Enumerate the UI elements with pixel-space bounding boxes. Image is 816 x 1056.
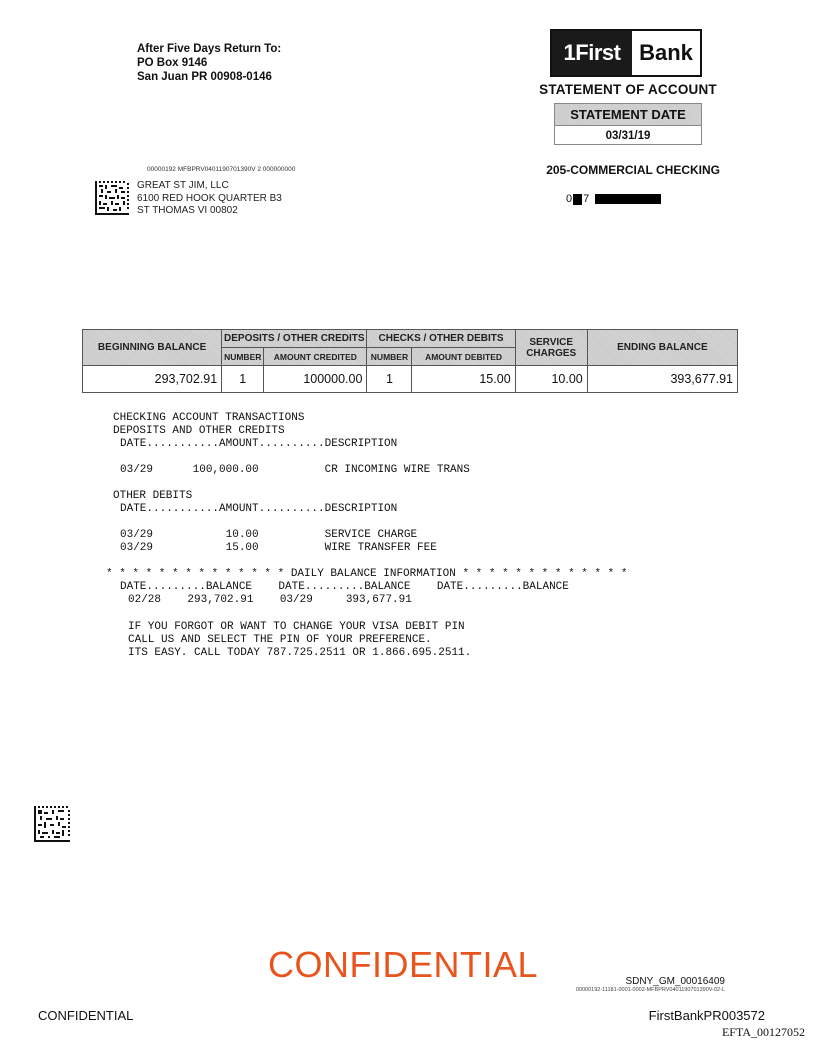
efta-id: EFTA_00127052 — [721, 1025, 805, 1039]
daily-balance-title: * * * * * * * * * * * * * * DAILY BALANCE INFORMATION * * * * * * * * * * * * * — [106, 568, 628, 580]
service-charges-value: 10.00 — [515, 366, 587, 393]
customer-city: ST THOMAS VI 00802 — [137, 205, 238, 216]
customer-street: 6100 RED HOOK QUARTER B3 — [137, 192, 282, 204]
redaction-bar — [573, 194, 582, 205]
redaction-bar — [595, 194, 661, 204]
statement-title: STATEMENT OF ACCOUNT — [539, 82, 717, 97]
header-service-charges: SERVICE CHARGES — [515, 330, 587, 366]
notice-line: CALL US AND SELECT THE PIN OF YOUR PREFERENCE. — [128, 634, 432, 646]
bates-number: SDNY_GM_00016409 — [625, 976, 725, 987]
bates-stamp — [515, 976, 725, 993]
header-amount-credited: AMOUNT CREDITED — [264, 348, 367, 366]
header-checks: CHECKS / OTHER DEBITS — [367, 330, 515, 348]
amount-debited-value: 15.00 — [412, 366, 515, 393]
debits-title: OTHER DEBITS — [113, 490, 193, 502]
return-address-line-2: PO Box 9146 — [137, 57, 208, 69]
customer-name: GREAT ST JIM, LLC — [137, 180, 229, 191]
account-number-prefix: 0 — [566, 193, 573, 205]
header-debit-number: NUMBER — [367, 348, 412, 366]
barcode-2d-icon — [95, 181, 129, 215]
deposits-count-value: 1 — [222, 366, 264, 393]
notice-line: IF YOU FORGOT OR WANT TO CHANGE YOUR VISA DEBIT PIN — [128, 621, 465, 633]
header-amount-debited: AMOUNT DEBITED — [412, 348, 515, 366]
notice-line: ITS EASY. CALL TODAY 787.725.2511 OR 1.866.695.2511. — [128, 647, 472, 659]
return-address-line-1: After Five Days Return To: — [137, 43, 282, 55]
header-beginning-balance: BEGINNING BALANCE — [83, 330, 222, 366]
return-address — [137, 42, 281, 84]
debit-row: 03/29 15.00 WIRE TRANSFER FEE — [120, 542, 437, 554]
statement-date-box — [554, 103, 702, 145]
debit-row: 03/29 10.00 SERVICE CHARGE — [120, 529, 418, 541]
account-type: 205-COMMERCIAL CHECKING — [546, 163, 720, 177]
amount-credited-value: 100000.00 — [264, 366, 367, 393]
statement-date-value: 03/31/19 — [555, 126, 701, 144]
daily-balance-row: 02/28 293,702.91 03/29 393,677.91 — [128, 594, 412, 606]
debits-count-value: 1 — [367, 366, 412, 393]
account-number — [566, 193, 661, 205]
mail-code: 00000192 MFBPRV0401190701390V 2 000000000 — [147, 166, 296, 173]
credit-row: 03/29 100,000.00 CR INCOMING WIRE TRANS — [120, 464, 470, 476]
ending-balance-value: 393,677.91 — [587, 366, 737, 393]
debits-header: DATE...........AMOUNT..........DESCRIPTION — [120, 503, 398, 515]
header-deposits: DEPOSITS / OTHER CREDITS — [222, 330, 367, 348]
credits-title: DEPOSITS AND OTHER CREDITS — [113, 425, 285, 437]
bates-sub-code: 00000192-11181-0001-0002-MFBPRV0401190701390V-02-L — [575, 987, 725, 993]
daily-balance-header: DATE.........BALANCE DATE.........BALANCE DATE.........BALANCE — [120, 581, 569, 593]
logo-first-text: 1First — [563, 40, 621, 65]
customer-address — [137, 180, 282, 218]
header-ending-balance: ENDING BALANCE — [587, 330, 737, 366]
account-summary-table — [82, 329, 738, 393]
confidential-footer-label: CONFIDENTIAL — [38, 1008, 134, 1023]
account-number-mid: 7 — [583, 193, 590, 205]
confidential-stamp: CONFIDENTIAL — [268, 944, 539, 985]
production-id: FirstBankPR003572 — [648, 1008, 765, 1023]
credits-header: DATE...........AMOUNT..........DESCRIPTION — [120, 438, 398, 450]
transactions-section-title: CHECKING ACCOUNT TRANSACTIONS — [113, 412, 305, 424]
statement-date-label: STATEMENT DATE — [555, 104, 701, 126]
barcode-2d-icon — [34, 806, 70, 842]
header-deposit-number: NUMBER — [222, 348, 264, 366]
beginning-balance-value: 293,702.91 — [83, 366, 222, 393]
logo-second-part: Bank — [632, 31, 700, 75]
bank-logo — [550, 29, 702, 77]
return-address-line-3: San Juan PR 00908-0146 — [137, 71, 272, 83]
logo-first-part — [552, 31, 632, 75]
